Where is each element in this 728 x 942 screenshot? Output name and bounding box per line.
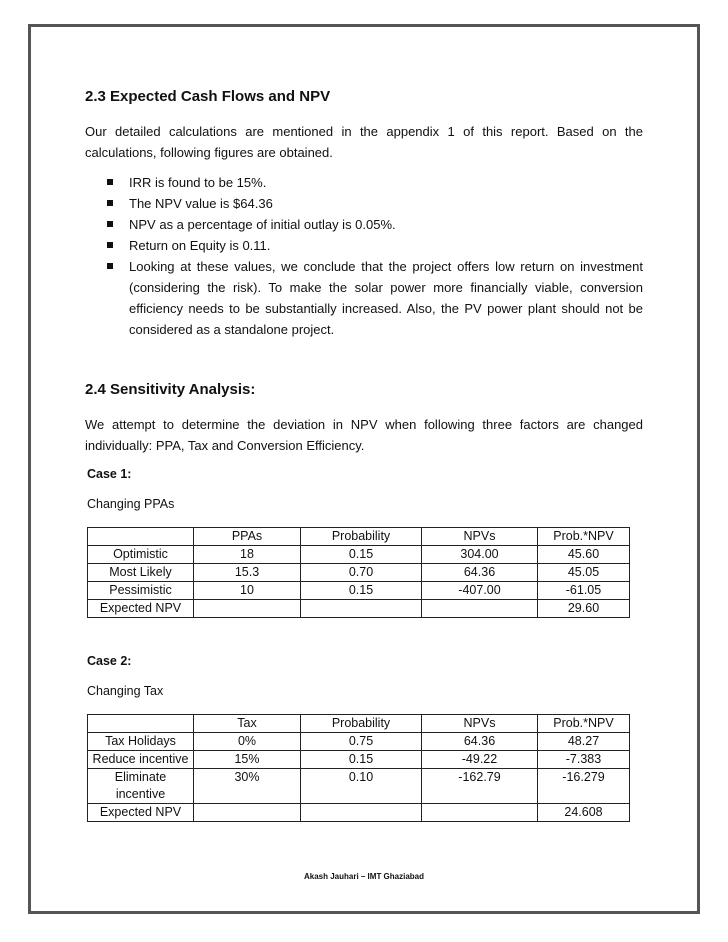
table-row bbox=[88, 769, 630, 804]
table-row bbox=[88, 751, 630, 769]
header-cell: Probability bbox=[301, 528, 422, 546]
page-footer: Akash Jauhari – IMT Ghaziabad bbox=[303, 872, 425, 881]
table-cell: 15% bbox=[194, 751, 301, 769]
header-cell: Tax bbox=[194, 715, 301, 733]
tax-sensitivity-table bbox=[87, 714, 630, 822]
table-cell: -61.05 bbox=[538, 582, 630, 600]
header-cell: Prob.*NPV bbox=[538, 715, 630, 733]
table-cell: 0.15 bbox=[301, 582, 422, 600]
table-cell: -407.00 bbox=[422, 582, 538, 600]
table-cell: -162.79 bbox=[422, 769, 538, 804]
table-row bbox=[88, 804, 630, 822]
section-2-3-intro: Our detailed calculations are mentioned in the appendix 1 of this report. Based on the calculations, following figures are obtained. bbox=[85, 124, 643, 160]
table-cell bbox=[301, 804, 422, 822]
table-cell: 15.3 bbox=[194, 564, 301, 582]
table-cell: Reduce incentive bbox=[88, 751, 194, 769]
table-cell: 0.15 bbox=[301, 546, 422, 564]
header-cell: NPVs bbox=[422, 528, 538, 546]
table-row bbox=[88, 600, 630, 618]
table-cell: 0% bbox=[194, 733, 301, 751]
table-cell: Expected NPV bbox=[88, 600, 194, 618]
table-row bbox=[88, 564, 630, 582]
table-cell: 48.27 bbox=[538, 733, 630, 751]
table-cell: Pessimistic bbox=[88, 582, 194, 600]
header-cell: NPVs bbox=[422, 715, 538, 733]
header-cell: PPAs bbox=[194, 528, 301, 546]
table-cell: 64.36 bbox=[422, 564, 538, 582]
table-cell: 29.60 bbox=[538, 600, 630, 618]
table-cell: 45.05 bbox=[538, 564, 630, 582]
table-cell: 18 bbox=[194, 546, 301, 564]
case1-subtitle: Changing PPAs bbox=[87, 497, 175, 511]
table-cell: 30% bbox=[194, 769, 301, 804]
section-2-4-intro: We attempt to determine the deviation in NPV when following three factors are changed individually: PPA, Tax and Conversion Efficiency. bbox=[85, 417, 643, 453]
table-header-row bbox=[88, 528, 630, 546]
section-heading-2-3: 2.3 Expected Cash Flows and NPV bbox=[85, 88, 331, 105]
table-cell: 304.00 bbox=[422, 546, 538, 564]
table-cell bbox=[422, 600, 538, 618]
table-cell bbox=[194, 804, 301, 822]
table-row bbox=[88, 582, 630, 600]
table-cell: 10 bbox=[194, 582, 301, 600]
header-cell: Probability bbox=[301, 715, 422, 733]
table-row bbox=[88, 546, 630, 564]
list-item: Return on Equity is 0.11. bbox=[107, 235, 643, 256]
table-cell: Optimistic bbox=[88, 546, 194, 564]
table-cell: 45.60 bbox=[538, 546, 630, 564]
list-item: The NPV value is $64.36 bbox=[107, 193, 643, 214]
header-cell bbox=[88, 528, 194, 546]
case2-subtitle: Changing Tax bbox=[87, 684, 164, 698]
header-cell: Prob.*NPV bbox=[538, 528, 630, 546]
table-cell: 0.70 bbox=[301, 564, 422, 582]
table-cell bbox=[422, 804, 538, 822]
case1-title: Case 1: bbox=[87, 467, 132, 481]
table-cell bbox=[194, 600, 301, 618]
table-cell: -7.383 bbox=[538, 751, 630, 769]
table-cell: 64.36 bbox=[422, 733, 538, 751]
list-item: IRR is found to be 15%. bbox=[107, 172, 643, 193]
table-cell: 0.10 bbox=[301, 769, 422, 804]
table-cell: Most Likely bbox=[88, 564, 194, 582]
table-cell: -49.22 bbox=[422, 751, 538, 769]
table-cell: Expected NPV bbox=[88, 804, 194, 822]
table-header-row bbox=[88, 715, 630, 733]
header-cell bbox=[88, 715, 194, 733]
table-row bbox=[88, 733, 630, 751]
findings-list bbox=[107, 172, 643, 340]
table-cell: -16.279 bbox=[538, 769, 630, 804]
table-cell: Tax Holidays bbox=[88, 733, 194, 751]
ppa-sensitivity-table bbox=[87, 527, 630, 618]
table-cell: Eliminate incentive bbox=[88, 769, 194, 804]
table-cell bbox=[301, 600, 422, 618]
table-cell: 0.15 bbox=[301, 751, 422, 769]
table-cell: 24.608 bbox=[538, 804, 630, 822]
list-item: NPV as a percentage of initial outlay is 0.05%. bbox=[107, 214, 643, 235]
list-item: Looking at these values, we conclude that the project offers low return on investment (considering the risk). To make the solar power more financially viable, conversion efficiency needs to be substantially increased. Also, the PV power plant should not be considered as a standalone project. bbox=[107, 256, 643, 340]
table-cell: 0.75 bbox=[301, 733, 422, 751]
case2-title: Case 2: bbox=[87, 654, 132, 668]
section-heading-2-4: 2.4 Sensitivity Analysis: bbox=[85, 381, 256, 398]
